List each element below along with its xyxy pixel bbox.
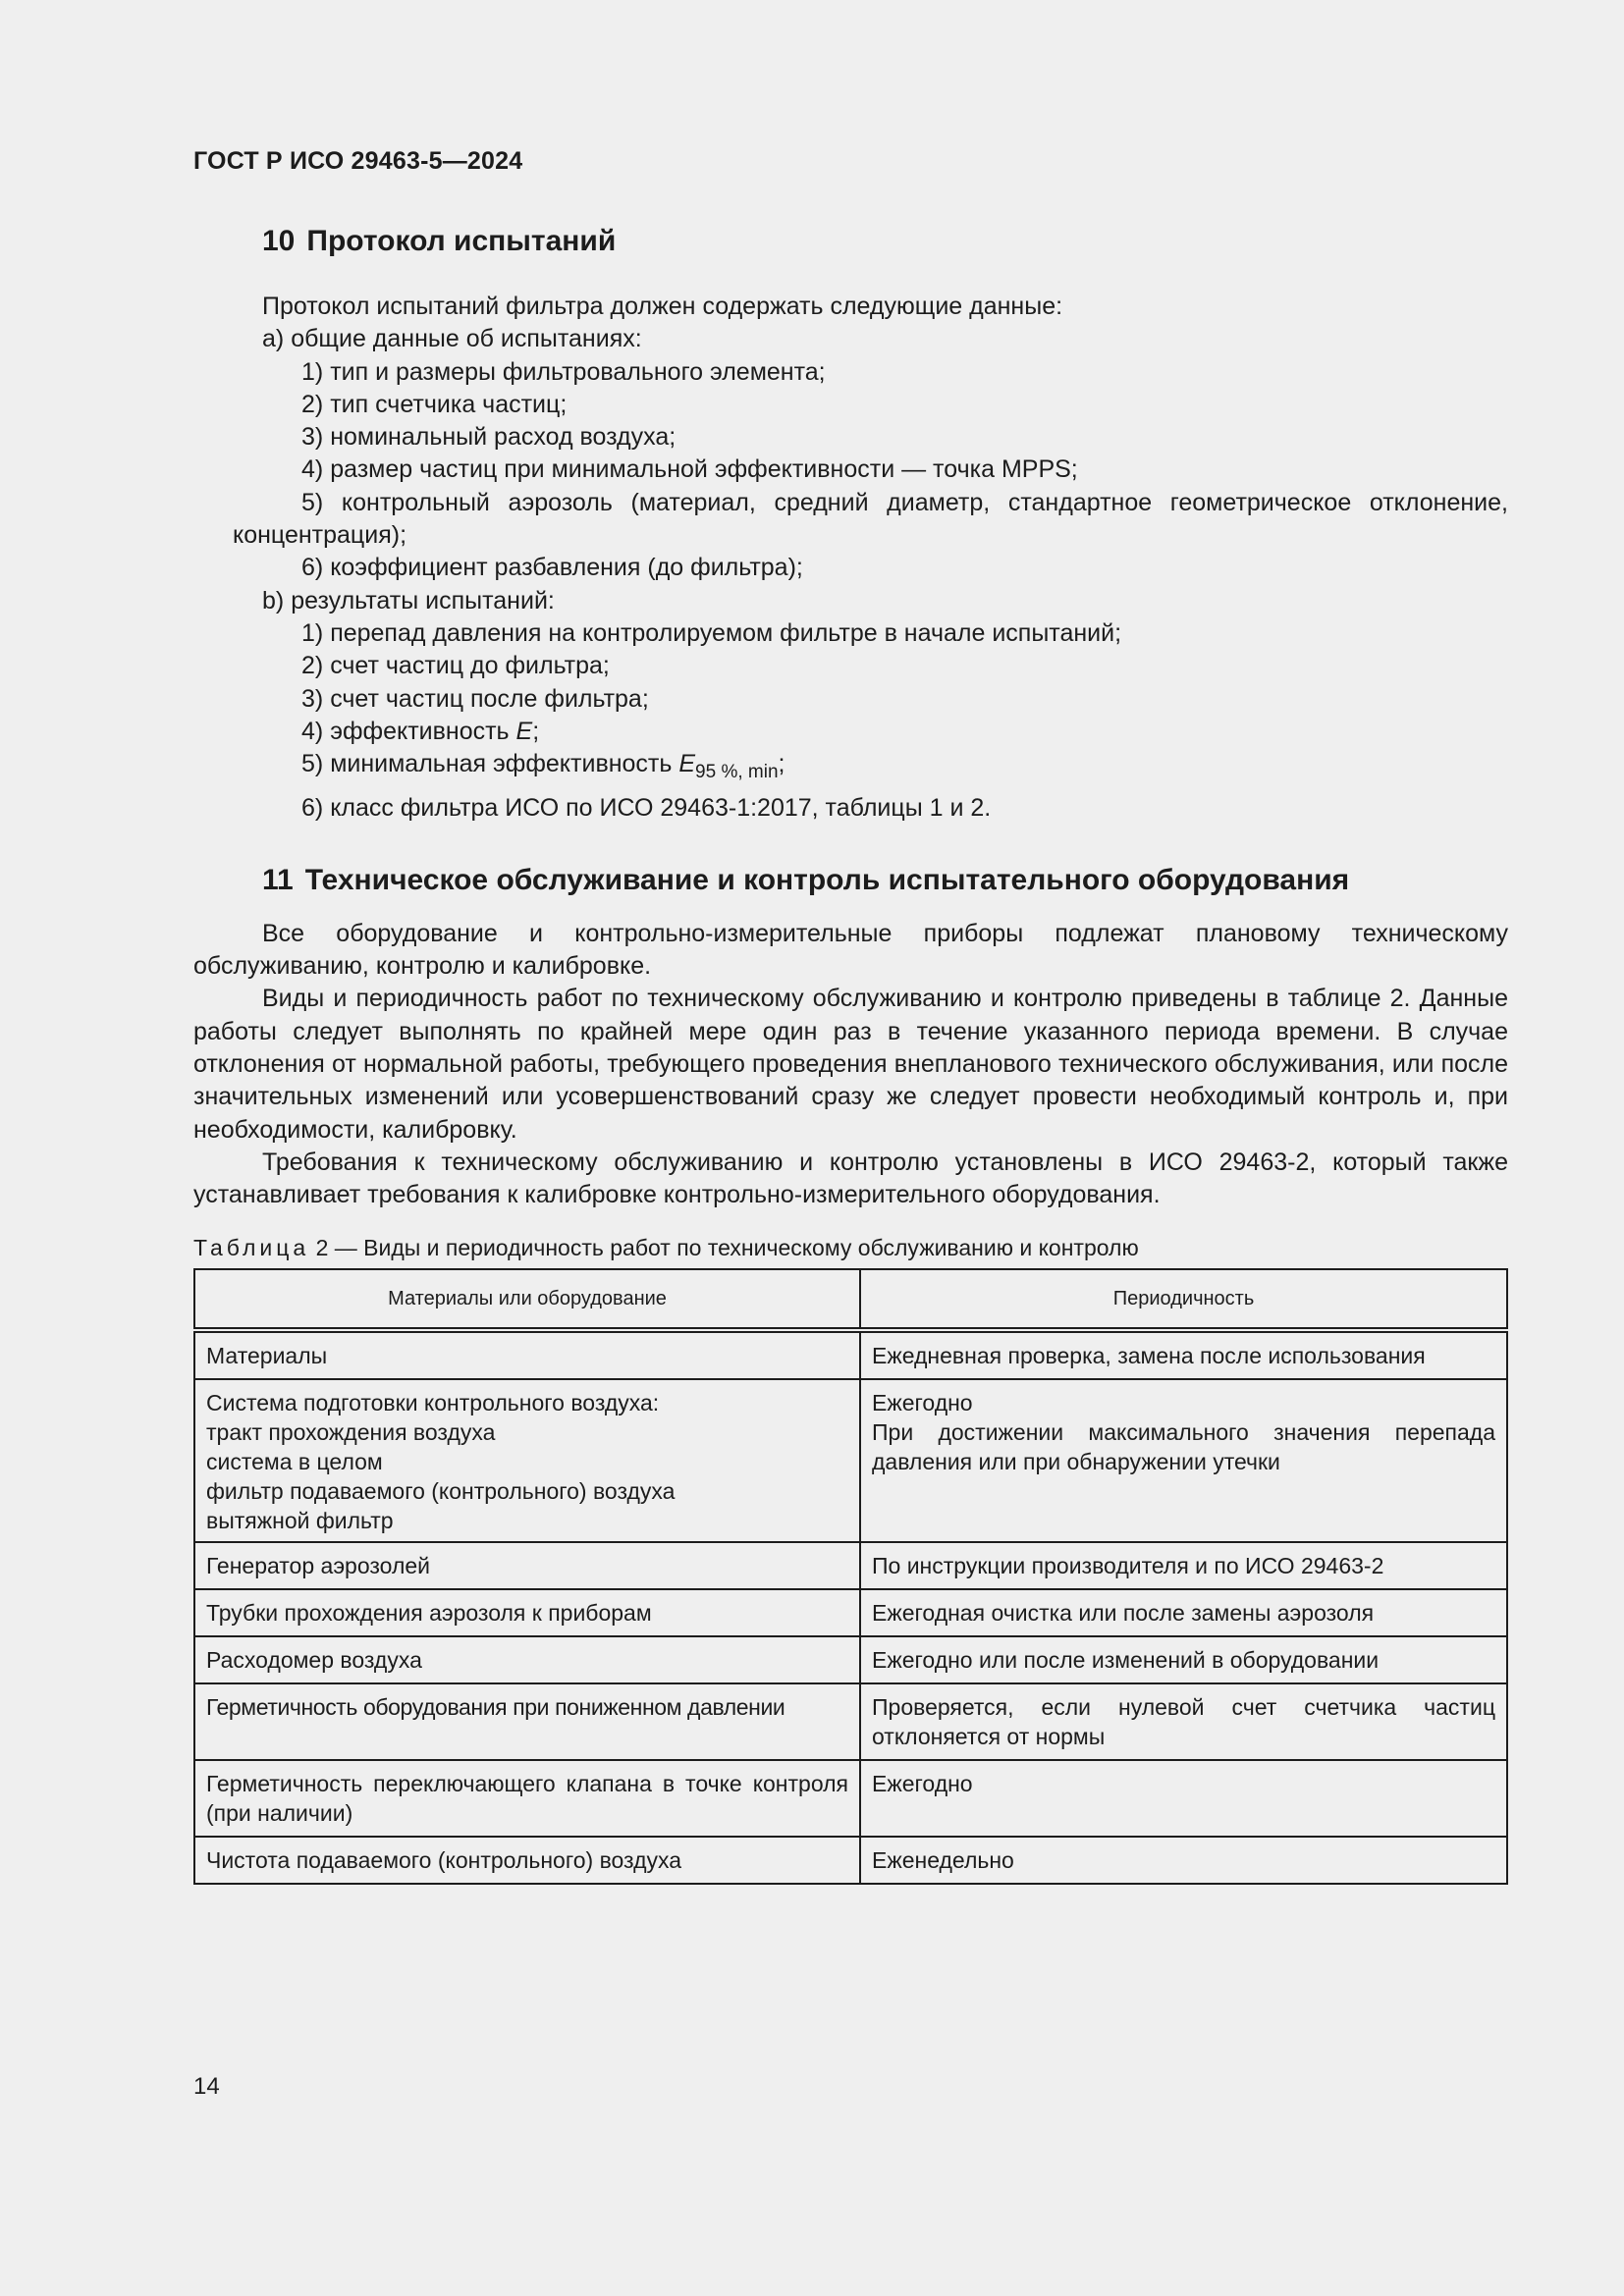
list-a-item-2 [193,389,1508,421]
table-cell-periodicity [860,1330,1507,1379]
list-b-item-5 [193,748,1508,788]
efficiency-symbol: E [678,750,696,778]
table-row [194,1330,1507,1379]
cell-line: Ежегодно [872,1390,973,1416]
table-cell-periodicity [860,1636,1507,1683]
list-item-punct: ; [778,750,785,778]
list-item-number: 3) [301,423,324,452]
list-item-punct: ; [532,717,540,745]
table-cell-periodicity [860,1837,1507,1884]
list-item-number: 4) [301,455,324,484]
table-row [194,1683,1507,1760]
list-a-label: a) [262,325,285,353]
list-b-item-6 [193,792,1508,825]
table-row [194,1379,1507,1542]
list-b-item-4 [193,716,1508,748]
list-b-text: результаты испытаний: [291,586,555,614]
table-caption-label: Таблица [193,1235,310,1261]
table-cell-equipment [194,1636,860,1683]
column-header-equipment: Материалы или оборудование [194,1269,860,1330]
list-item-number: 6) [301,554,324,582]
cell-line: Чистота подаваемого (контрольного) воздуха [206,1847,682,1874]
list-item-number: 5) [301,750,324,778]
list-item-number: 2) [301,652,324,680]
table-cell-equipment [194,1760,860,1837]
cell-line: Ежедневная проверка, замена после использования [872,1343,1426,1369]
cell-line: вытяжной фильтр [206,1508,394,1534]
section-11-number: 11 [262,863,294,896]
table-cell-periodicity [860,1683,1507,1760]
table-cell-periodicity [860,1760,1507,1837]
list-a-text: общие данные об испытаниях: [291,325,642,353]
maintenance-table [193,1268,1508,1885]
list-b-item-1 [193,617,1508,650]
table-2-caption [193,1233,1508,1268]
cell-line: Генератор аэрозолей [206,1553,431,1579]
list-item-text: контрольный аэрозоль (материал, средний диаметр, стандартное геометрическое отклонение, концентрация); [233,488,1508,550]
table-row [194,1636,1507,1683]
list-item-number: 1) [301,618,324,647]
table-row [194,1589,1507,1636]
section-10-number: 10 [262,225,296,257]
cell-line: Еженедельно [872,1847,1014,1874]
cell-line: Проверяется, если нулевой счет счетчика частиц отклоняется от нормы [872,1694,1495,1750]
table-cell-equipment [194,1589,860,1636]
cell-line: Герметичность переключающего клапана в точке контроля (при наличии) [206,1771,848,1827]
table-cell-equipment [194,1542,860,1589]
table-row [194,1837,1507,1884]
cell-line: Герметичность оборудования при пониженном давлении [206,1694,785,1721]
list-item-text: тип счетчика частиц; [330,390,568,418]
cell-line: Ежегодно [872,1771,973,1797]
list-item-text: минимальная эффективность [330,750,679,778]
list-a-item-3 [193,421,1508,454]
section-10-intro: Протокол испытаний фильтра должен содержать следующие данные: [262,293,1063,320]
list-item-text: тип и размеры фильтровального элемента; [330,357,826,386]
list-item-text: номинальный расход воздуха; [330,423,677,452]
table-cell-periodicity [860,1589,1507,1636]
table-cell-equipment [194,1683,860,1760]
table-cell-equipment [194,1330,860,1379]
list-b-item-2 [193,650,1508,682]
cell-line: По инструкции производителя и по ИСО 29463-2 [872,1553,1384,1579]
cell-line: Материалы [206,1343,328,1369]
table-cell-periodicity [860,1542,1507,1589]
page-number: 14 [193,2073,220,2100]
cell-line: Ежегодная очистка или после замены аэрозоля [872,1600,1375,1627]
list-b-heading [193,585,1508,617]
efficiency-symbol: E [515,717,533,745]
list-item-number: 3) [301,684,324,713]
list-a-item-6 [193,552,1508,584]
table-caption-text: 2 — Виды и периодичность работ по техническому обслуживанию и контролю [309,1235,1139,1261]
cell-line: Система подготовки контрольного воздуха: [206,1390,660,1416]
cell-line: тракт прохождения воздуха [206,1419,496,1446]
list-item-text: перепад давления на контролируемом фильтре в начале испытаний; [330,618,1122,647]
list-a-heading [193,323,1508,355]
cell-line: Расходомер воздуха [206,1647,422,1674]
table-cell-equipment [194,1379,860,1542]
page-content [193,222,1508,1885]
section-11-paragraph-2: Виды и периодичность работ по техническому обслуживанию и контролю приведены в таблице 2. Данные работы следует выполнять по крайней мере один раз в течение указанного периода времени. В случае отклонения от нормальной работы, требующего проведения внепланового технического обслуживания, или после значительных изменений или усовершенствований сразу же следует провести необходимый контроль и, при необходимости, калибровку. [193,985,1508,1144]
list-item-text: класс фильтра ИСО по ИСО 29463-1:2017, таблицы 1 и 2. [330,794,992,823]
document-code-header: ГОСТ Р ИСО 29463-5—2024 [193,147,523,175]
section-10-title: Протокол испытаний [306,225,617,257]
list-item-text: эффективность [330,717,516,745]
cell-line: система в целом [206,1449,383,1475]
list-item-number: 6) [301,794,324,823]
section-11-title: Техническое обслуживание и контроль испытательного оборудования [304,863,1350,896]
list-item-number: 2) [301,390,324,418]
table-cell-periodicity [860,1379,1507,1542]
list-item-text: счет частиц до фильтра; [330,652,610,680]
table-row [194,1760,1507,1837]
list-item-text: размер частиц при минимальной эффективности — точка MPPS; [330,455,1078,484]
cell-line: фильтр подаваемого (контрольного) воздуха [206,1478,676,1505]
efficiency-subscript: 95 %, min [695,762,779,783]
list-a-item-4 [193,454,1508,486]
table-row [194,1542,1507,1589]
cell-line: Трубки прохождения аэрозоля к приборам [206,1600,652,1627]
list-a-item-5 [193,487,1508,553]
list-item-text: коэффициент разбавления (до фильтра); [330,554,803,582]
table-header-row [194,1269,1507,1330]
list-item-text: счет частиц после фильтра; [330,684,649,713]
list-a-item-1 [193,356,1508,389]
section-11-paragraph-3: Требования к техническому обслуживанию и контролю установлены в ИСО 29463-2, который также устанавливает требования к калибровке контрольно-измерительного оборудования. [193,1148,1508,1209]
section-11-heading [193,861,1508,918]
cell-line: Ежегодно или после изменений в оборудовании [872,1647,1380,1674]
list-b-item-3 [193,683,1508,716]
list-item-number: 4) [301,717,324,745]
list-b-label: b) [262,586,285,614]
section-11-paragraph-1: Все оборудование и контрольно-измерительные приборы подлежат плановому техническому обслуживанию, контролю и калибровке. [193,919,1508,981]
section-10-heading [193,222,1508,291]
column-header-periodicity: Периодичность [860,1269,1507,1330]
list-item-number: 5) [301,488,324,516]
list-item-number: 1) [301,357,324,386]
table-cell-equipment [194,1837,860,1884]
cell-line: При достижении максимального значения перепада давления или при обнаружении утечки [872,1419,1495,1475]
